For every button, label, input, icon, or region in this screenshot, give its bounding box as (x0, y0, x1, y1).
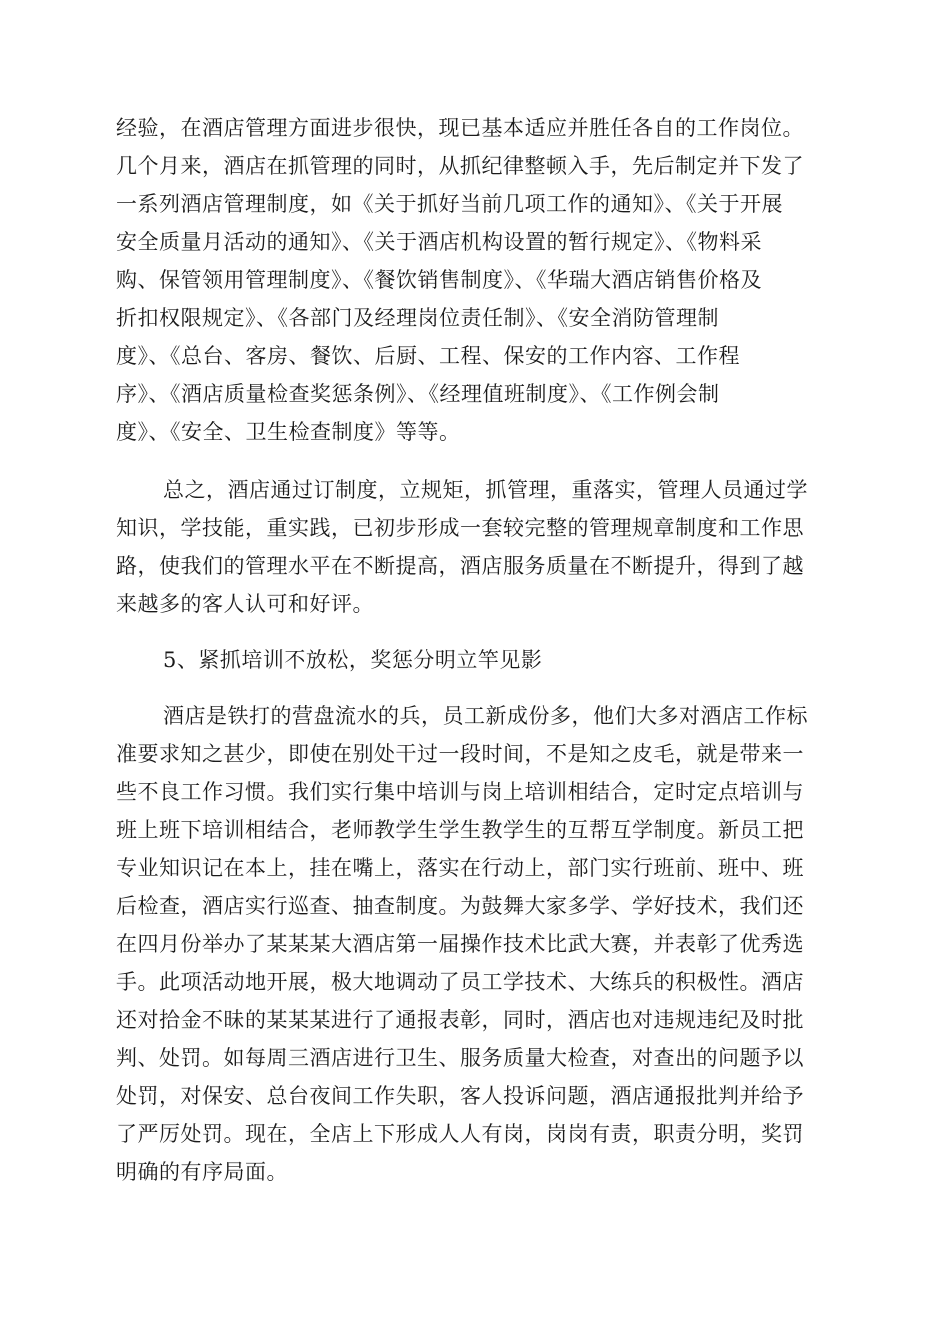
paragraph-line: 判、处罚。如每周三酒店进行卫生、服务质量大检查，对查出的问题予以 (116, 1046, 804, 1070)
section-heading-5: 5、紧抓培训不放松，奖惩分明立竿见影 (163, 648, 543, 672)
paragraph-line: 来越多的客人认可和好评。 (116, 592, 374, 616)
paragraph-line: 路，使我们的管理水平在不断提高，酒店服务质量在不断提升，得到了越 (116, 554, 804, 578)
paragraph-line: 序》、《酒店质量检查奖惩条例》、《经理值班制度》、《工作例会制 (116, 382, 720, 406)
paragraph-line: 班上班下培训相结合，老师教学生学生教学生的互帮互学制度。新员工把 (116, 818, 804, 842)
paragraph-line: 总之，酒店通过订制度，立规矩，抓管理，重落实，管理人员通过学 (163, 478, 808, 502)
paragraph-line: 度》、《总台、客房、餐饮、后厨、工程、保安的工作内容、工作程 (116, 344, 740, 368)
paragraph-line: 度》、《安全、卫生检查制度》等等。 (116, 420, 461, 444)
paragraph-line: 折扣权限规定》、《各部门及经理岗位责任制》、《安全消防管理制 (116, 306, 719, 330)
paragraph-line: 手。此项活动地开展，极大地调动了员工学技术、大练兵的积极性。酒店 (116, 970, 804, 994)
paragraph-line: 明确的有序局面。 (116, 1160, 288, 1184)
paragraph-line: 准要求知之甚少，即使在别处干过一段时间，不是知之皮毛，就是带来一 (116, 742, 804, 766)
paragraph-line: 购、保管领用管理制度》、《餐饮销售制度》、《华瑞大酒店销售价格及 (116, 268, 762, 292)
paragraph-line: 经验，在酒店管理方面进步很快，现已基本适应并胜任各自的工作岗位。 (116, 116, 804, 140)
paragraph-line: 几个月来，酒店在抓管理的同时，从抓纪律整顿入手，先后制定并下发了 (116, 154, 804, 178)
paragraph-line: 在四月份举办了某某某大酒店第一届操作技术比武大赛，并表彰了优秀选 (116, 932, 804, 956)
paragraph-line: 一系列酒店管理制度，如《关于抓好当前几项工作的通知》、《关于开展 (116, 192, 783, 216)
paragraph-line: 酒店是铁打的营盘流水的兵，员工新成份多，他们大多对酒店工作标 (163, 704, 808, 728)
paragraph-line: 专业知识记在本上，挂在嘴上，落实在行动上，部门实行班前、班中、班 (116, 856, 804, 880)
paragraph-line: 知识，学技能，重实践，已初步形成一套较完整的管理规章制度和工作思 (116, 516, 804, 540)
paragraph-line: 些不良工作习惯。我们实行集中培训与岗上培训相结合，定时定点培训与 (116, 780, 804, 804)
paragraph-line: 安全质量月活动的通知》、《关于酒店机构设置的暂行规定》、《物料采 (116, 230, 762, 254)
paragraph-line: 处罚，对保安、总台夜间工作失职，客人投诉问题，酒店通报批判并给予 (116, 1084, 804, 1108)
paragraph-line: 后检查，酒店实行巡查、抽查制度。为鼓舞大家多学、学好技术，我们还 (116, 894, 804, 918)
paragraph-line: 还对拾金不昧的某某某进行了通报表彰，同时，酒店也对违规违纪及时批 (116, 1008, 804, 1032)
paragraph-line: 了严厉处罚。现在，全店上下形成人人有岗，岗岗有责，职责分明，奖罚 (116, 1122, 804, 1146)
